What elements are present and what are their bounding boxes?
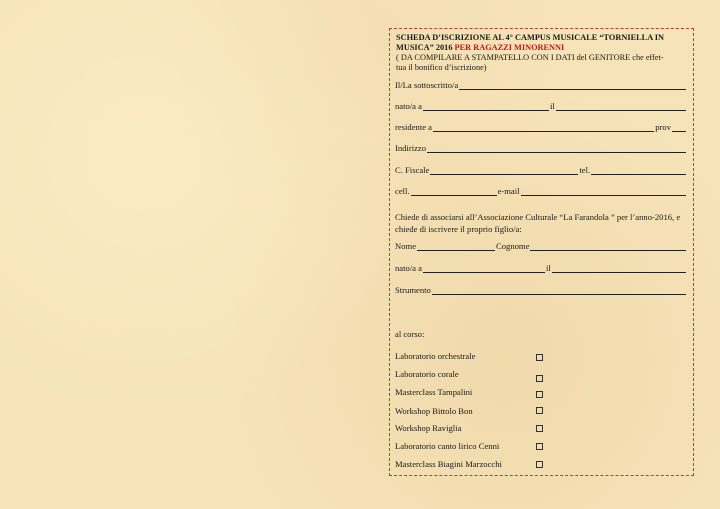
field-strumento[interactable] <box>432 286 686 295</box>
field-nome[interactable] <box>417 242 495 251</box>
form-header <box>396 33 688 73</box>
label-al-corso: al corso: <box>395 329 425 339</box>
row-residente <box>395 122 687 132</box>
row-sottoscritto <box>395 80 687 90</box>
label-indirizzo: Indirizzo <box>395 143 427 153</box>
course-label: Laboratorio orchestrale <box>395 351 476 361</box>
field-cognome[interactable] <box>530 242 686 251</box>
label-email: e-mail <box>497 186 520 196</box>
field-cell[interactable] <box>411 187 497 196</box>
row-nome <box>395 241 687 251</box>
checkbox-laboratorio-corale[interactable] <box>536 375 543 382</box>
field-birthdate-child[interactable] <box>552 264 686 273</box>
header-line-4: tua il bonifico d’iscrizione) <box>396 63 487 72</box>
row-strumento <box>395 285 687 295</box>
checkbox-workshop-bittolo-bon[interactable] <box>536 407 543 414</box>
registration-form <box>389 28 694 476</box>
label-nato-parent: nato/a a <box>395 101 422 111</box>
field-sottoscritto[interactable] <box>459 81 686 90</box>
course-label: Masterclass Biagini Marzocchi <box>395 459 502 469</box>
header-line-2: MUSICA” 2016 PER RAGAZZI MINORENNI <box>396 43 565 52</box>
label-strumento: Strumento <box>395 285 431 295</box>
label-nato-child: nato/a a <box>395 263 422 273</box>
label-cf: C. Fiscale <box>395 165 430 175</box>
label-cognome: Cognome <box>496 241 530 251</box>
label-il-child: il <box>545 263 551 273</box>
header-line-3: ( DA COMPILARE A STAMPATELLO CON I DATI del GENITORE che effet- <box>396 53 664 62</box>
field-residence[interactable] <box>433 123 654 132</box>
field-birthplace-child[interactable] <box>423 264 545 273</box>
label-tel: tel. <box>579 165 591 175</box>
label-residente: residente a <box>395 122 432 132</box>
field-birthdate-parent[interactable] <box>556 102 686 111</box>
course-label: Workshop Raviglia <box>395 423 462 433</box>
course-label: Laboratorio canto lirico Cenni <box>395 441 500 451</box>
checkbox-laboratorio-orchestrale[interactable] <box>536 354 543 361</box>
field-email[interactable] <box>521 187 686 196</box>
label-cell: cell. <box>395 186 410 196</box>
checkbox-workshop-raviglia[interactable] <box>536 425 543 432</box>
row-nato-child <box>395 263 687 273</box>
field-birthplace-parent[interactable] <box>423 102 549 111</box>
row-cf <box>395 165 687 175</box>
field-cf[interactable] <box>430 166 578 175</box>
row-indirizzo <box>395 143 687 153</box>
field-tel[interactable] <box>591 166 686 175</box>
course-label: Masterclass Tampalini <box>395 387 473 397</box>
label-sottoscritto: Il/La sottoscritto/a <box>395 80 459 90</box>
row-cell <box>395 186 687 196</box>
label-nome: Nome <box>395 241 417 251</box>
checkbox-masterclass-tampalini[interactable] <box>536 391 543 398</box>
checkbox-masterclass-biagini[interactable] <box>536 461 543 468</box>
field-address[interactable] <box>427 144 686 153</box>
checkbox-canto-lirico[interactable] <box>536 443 543 450</box>
course-label: Workshop Bittolo Bon <box>395 406 473 416</box>
row-nato-parent <box>395 101 687 111</box>
field-prov[interactable] <box>672 123 686 132</box>
request-text: Chiede di associarsi all’Associazione Culturale “La Farandola ” per l’anno-2016, e chiede di iscrivere il proprio figlio/a: <box>395 212 681 234</box>
course-label: Laboratorio corale <box>395 369 459 379</box>
label-il-parent: il <box>549 101 555 111</box>
label-prov: prov <box>655 122 671 132</box>
header-line-1: SCHEDA D’ISCRIZIONE AL 4° CAMPUS MUSICALE “TORNIELLA IN <box>396 33 665 42</box>
